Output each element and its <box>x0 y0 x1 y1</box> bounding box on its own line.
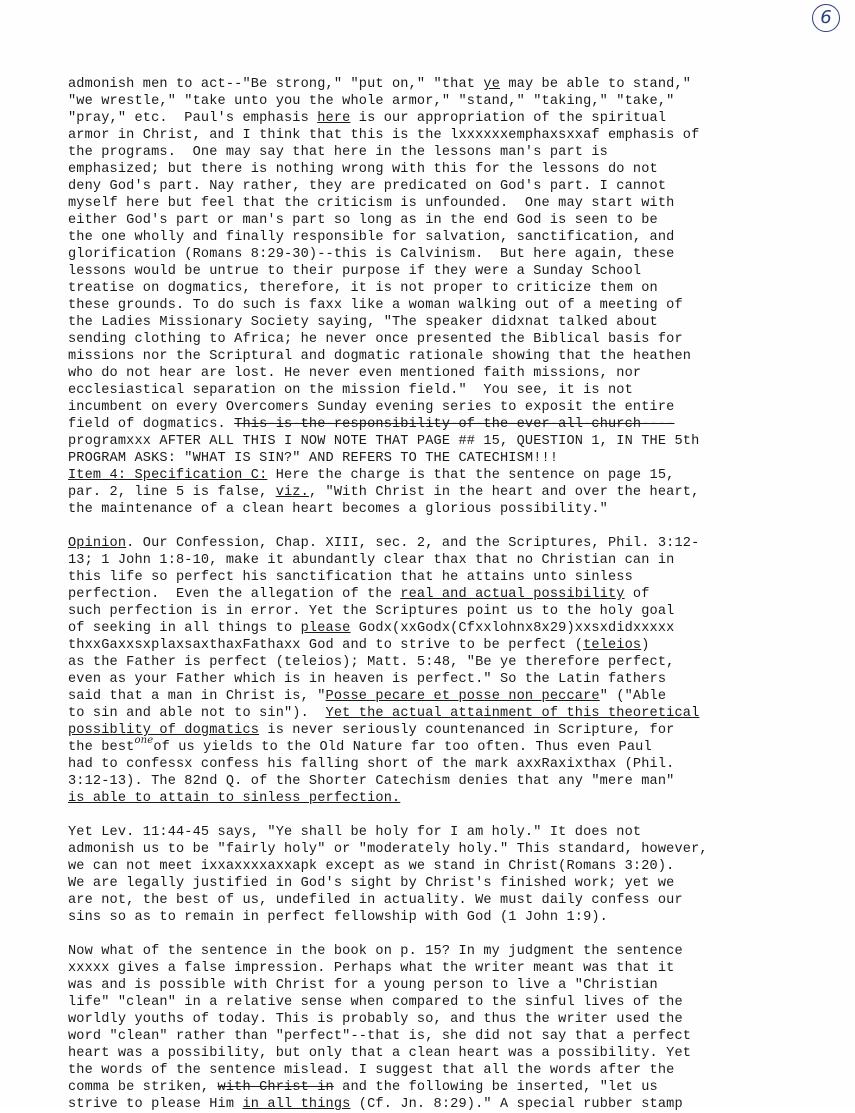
text-line: We are legally justified in God's sight by Christ's finished work; yet we <box>68 876 675 891</box>
text-line: the Ladies Missionary Society saying, "The speaker didxnat talked about <box>68 315 658 330</box>
text-line: said that a man in Christ is, "Posse pecare et posse non peccare" ("Able <box>68 689 667 704</box>
text-line: sending clothing to Africa; he never once presented the Biblical basis for <box>68 332 683 347</box>
text-line: had to confessx confess his falling short of the mark axxRaxixthax (Phil. <box>68 757 675 772</box>
text-line: 3:12-13). The 82nd Q. of the Shorter Catechism denies that any "mere man" <box>68 774 675 789</box>
text-line: par. 2, line 5 is false, viz., "With Christ in the heart and over the heart, <box>68 485 700 500</box>
blank-line <box>68 518 848 535</box>
text-line: programxxx AFTER ALL THIS I NOW NOTE THAT PAGE ## 15, QUESTION 1, IN THE 5th <box>68 434 700 449</box>
blank-line <box>68 807 848 824</box>
text-line: such perfection is in error. Yet the Scriptures point us to the holy goal <box>68 604 675 619</box>
text-line: word "clean" rather than "perfect"--that is, she did not say that a perfect <box>68 1029 692 1044</box>
text-line: 13; 1 John 1:8-10, make it abundantly clear thax that no Christian can in <box>68 553 675 568</box>
text-line: myself here but feel that the criticism is unfounded. One may start with <box>68 196 675 211</box>
text-line: PROGRAM ASKS: "WHAT IS SIN?" AND REFERS TO THE CATECHISM!!! <box>68 451 559 466</box>
text-line: the words of the sentence mislead. I suggest that all the words after the <box>68 1063 675 1078</box>
text-line: Opinion. Our Confession, Chap. XIII, sec. 2, and the Scriptures, Phil. 3:12- <box>68 536 700 551</box>
text-line: of seeking in all things to please Godx(xxGodx(Cfxxlohnx8x29)xxsxdidxxxxx <box>68 621 675 636</box>
text-line: comma be striken, with Christ in and the following be inserted, "let us <box>68 1080 658 1095</box>
text-line: admonish men to act--"Be strong," "put on," "that ye may be able to stand," <box>68 77 692 92</box>
text-line: even as your Father which is in heaven is perfect." So the Latin fathers <box>68 672 667 687</box>
text-line: deny God's part. Nay rather, they are predicated on God's part. I cannot <box>68 179 667 194</box>
text-line: incumbent on every Overcomers Sunday evening series to exposit the entire <box>68 400 675 415</box>
text-line: as the Father is perfect (teleios); Matt. 5:48, "Be ye therefore perfect, <box>68 655 675 670</box>
text-line: are not, the best of us, undefiled in actuality. We must daily confess our <box>68 893 683 908</box>
text-line: missions nor the Scriptural and dogmatic rationale showing that the heathen <box>68 349 692 364</box>
text-line: possiblity of dogmatics is never seriously countenanced in Scripture, for <box>68 723 675 738</box>
text-line: glorification (Romans 8:29-30)--this is Calvinism. But here again, these <box>68 247 675 262</box>
text-line: Yet Lev. 11:44-45 says, "Ye shall be holy for I am holy." It does not <box>68 825 642 840</box>
text-line: the best$^{one}$of us yields to the Old Nature far too often. Thus even Paul <box>68 735 652 755</box>
text-line: "pray," etc. Paul's emphasis here is our appropriation of the spiritual <box>68 111 667 126</box>
text-line: to sin and able not to sin"). Yet the actual attainment of this theoretical <box>68 706 700 721</box>
text-line: armor in Christ, and I think that this is the lxxxxxxemphaxsxxaf emphasis of <box>68 128 700 143</box>
text-line: lessons would be untrue to their purpose if they were a Sunday School <box>68 264 642 279</box>
text-line: thxxGaxxsxplaxsaxthaxFathaxx God and to strive to be perfect (teleios) <box>68 638 650 653</box>
text-line: strive to please Him in all things (Cf. Jn. 8:29)." A special rubber stamp <box>68 1097 683 1112</box>
text-line: the one wholly and finally responsible for salvation, sanctification, and <box>68 230 675 245</box>
text-line: sins so as to remain in perfect fellowship with God (1 John 1:9). <box>68 910 608 925</box>
text-line: these grounds. To do such is faxx like a woman walking out of a meeting of <box>68 298 683 313</box>
text-line: field of dogmatics. This-is-the-responsibility-of-the-ever-all-church---- <box>68 417 675 432</box>
text-line: xxxxx gives a false impression. Perhaps what the writer meant was that it <box>68 961 675 976</box>
text-line: "we wrestle," "take unto you the whole armor," "stand," "taking," "take," <box>68 94 675 109</box>
text-line: admonish us to be "fairly holy" or "moderately holy." This standard, however, <box>68 842 708 857</box>
text-line: the programs. One may say that here in the lessons man's part is <box>68 145 608 160</box>
body-text <box>68 76 848 1113</box>
text-line: ecclesiastical separation on the mission field." You see, it is not <box>68 383 633 398</box>
text-line: the maintenance of a clean heart becomes a glorious possibility." <box>68 502 608 517</box>
text-line: we can not meet ixxaxxxxaxxapk except as we stand in Christ(Romans 3:20). <box>68 859 675 874</box>
text-line: Now what of the sentence in the book on p. 15? In my judgment the sentence <box>68 944 683 959</box>
text-line: either God's part or man's part so long as in the end God is seen to be <box>68 213 658 228</box>
text-line: emphasized; but there is nothing wrong with this for the lessons do not <box>68 162 658 177</box>
text-line: worldly youths of today. This is probably so, and thus the writer used the <box>68 1012 683 1027</box>
handwritten-insertion: one <box>134 735 154 746</box>
text-line: Item 4: Specification C: Here the charge is that the sentence on page 15, <box>68 468 675 483</box>
text-line: perfection. Even the allegation of the real and actual possibility of <box>68 587 650 602</box>
text-line: life" "clean" in a relative sense when compared to the sinful lives of the <box>68 995 683 1010</box>
blank-line <box>68 926 848 943</box>
text-line: was and is possible with Christ for a young person to live a "Christian <box>68 978 658 993</box>
text-line: is able to attain to sinless perfection. <box>68 791 401 806</box>
text-line: who do not hear are lost. He never even mentioned faith missions, nor <box>68 366 642 381</box>
text-line: heart was a possibility, but only that a clean heart was a possibility. Yet <box>68 1046 692 1061</box>
page-number: 6 <box>812 4 840 32</box>
text-line: this life so perfect his sanctification that he attains unto sinless <box>68 570 633 585</box>
text-line: treatise on dogmatics, therefore, it is not proper to criticize them on <box>68 281 658 296</box>
